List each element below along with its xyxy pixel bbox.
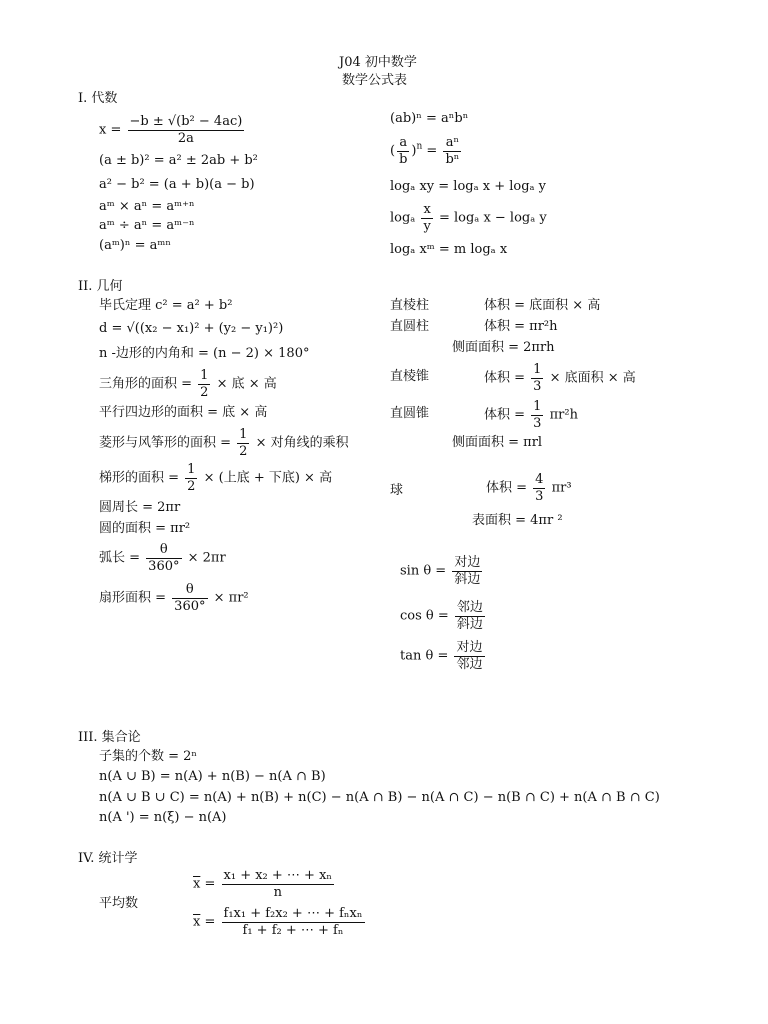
sector-area <box>99 582 249 614</box>
pyramid-volume-rhs: × 底面积 × 高 <box>549 370 636 386</box>
sector-area-numerator: θ <box>172 582 207 599</box>
arc-length-lhs: 弧长 = <box>99 550 141 566</box>
weighted-mean-numerator: f₁x₁ + f₂x₂ + ⋯ + fₙxₙ <box>223 906 363 921</box>
log-quotient-denominator: y <box>423 218 431 234</box>
fraction-power-lhs-numerator: a <box>397 135 409 152</box>
parallelogram-area: 平行四边形的面积 = 底 × 高 <box>99 405 268 420</box>
quadratic-numerator: −b ± √(b² − 4ac) <box>129 114 243 129</box>
prism-name: 直棱柱 <box>390 298 430 313</box>
rhombus-area <box>99 427 349 459</box>
rhombus-area-rhs: × 对角线的乘积 <box>255 435 349 451</box>
mean-label: 平均数 <box>99 896 139 911</box>
log-quotient-numerator: x <box>421 202 432 219</box>
sphere-volume-numerator: 4 <box>535 472 544 487</box>
sine-lhs: sin θ = <box>400 563 447 579</box>
arc-length-numerator: θ <box>146 542 181 559</box>
trapezium-area-denominator: 2 <box>187 478 196 494</box>
mean-xbar: $\overline{x}$ <box>193 876 201 892</box>
trapezium-area <box>99 462 332 494</box>
sphere-volume-lhs: 体积 = <box>486 480 528 496</box>
subset-count: 子集的个数 = 2ⁿ <box>99 749 198 764</box>
union-three-sets: n(A ∪ B ∪ C) = n(A) + n(B) + n(C) − n(A ∩ B) − n(A ∩ C) − n(B ∩ C) + n(A ∩ B ∩ C) <box>99 790 660 805</box>
sphere-name: 球 <box>390 483 404 498</box>
trapezium-area-rhs: × (上底 + 下底) × 高 <box>203 470 333 486</box>
rhombus-area-lhs: 菱形与风筝形的面积 = <box>99 435 232 451</box>
product-power: (ab)ⁿ = aⁿbⁿ <box>390 111 469 126</box>
rhombus-area-denominator: 2 <box>239 443 248 459</box>
cone-volume <box>484 399 578 431</box>
arc-length-rhs: × 2πr <box>187 550 226 566</box>
sphere-volume <box>486 472 572 504</box>
difference-of-squares: a² − b² = (a + b)(a − b) <box>99 177 255 192</box>
arc-length-denominator: 360° <box>148 558 180 574</box>
sector-area-lhs: 扇形面积 = <box>99 590 167 606</box>
quadratic-denominator: 2a <box>177 130 194 146</box>
cone-surface: 侧面面积 = πrl <box>452 435 543 450</box>
log-quotient <box>390 202 547 234</box>
prism-volume: 体积 = 底面积 × 高 <box>484 298 601 313</box>
quadratic-lhs: x = <box>99 122 122 138</box>
section-sets-heading: III. 集合论 <box>78 730 141 745</box>
sphere-volume-rhs: πr³ <box>551 480 572 496</box>
power-quotient: aᵐ ÷ aⁿ = aᵐ⁻ⁿ <box>99 218 195 233</box>
cone-volume-denominator: 3 <box>533 415 542 431</box>
tangent-denominator: 邻边 <box>456 656 483 672</box>
square-identity: (a ± b)² = a² ± 2ab + b² <box>99 153 258 168</box>
log-quotient-lhs: logₐ <box>390 210 416 226</box>
cone-volume-lhs: 体积 = <box>484 407 526 423</box>
sheet-title: 数学公式表 <box>342 73 408 88</box>
power-product: aᵐ × aⁿ = aᵐ⁺ⁿ <box>99 199 195 214</box>
pyramid-name: 直棱锥 <box>390 369 430 384</box>
section-geometry-heading: II. 几何 <box>78 279 123 294</box>
section-statistics-heading: IV. 统计学 <box>78 851 138 866</box>
fraction-power-exponent: n <box>416 141 423 152</box>
rhombus-area-numerator: 1 <box>239 427 248 442</box>
pyramid-volume <box>484 362 636 394</box>
quadratic-formula <box>99 114 246 146</box>
power-of-power: (aᵐ)ⁿ = aᵐⁿ <box>99 238 171 253</box>
trapezium-area-lhs: 梯形的面积 = <box>99 470 180 486</box>
circumference: 圆周长 = 2πr <box>99 500 181 515</box>
weighted-mean-denominator: f₁ + f₂ + ⋯ + fₙ <box>242 922 344 938</box>
triangle-area <box>99 368 277 400</box>
tangent-lhs: tan θ = <box>400 648 449 664</box>
triangle-area-denominator: 2 <box>200 384 209 400</box>
log-product: logₐ xy = logₐ x + logₐ y <box>390 179 547 194</box>
weighted-mean-xbar: $\overline{x}$ <box>193 914 201 930</box>
cylinder-name: 直圆柱 <box>390 319 430 334</box>
polygon-angle-sum: n -边形的内角和 = (n − 2) × 180° <box>99 346 310 361</box>
fraction-power-lhs-denominator: b <box>399 151 408 167</box>
sine-numerator: 对边 <box>454 555 481 570</box>
trapezium-area-numerator: 1 <box>187 462 196 477</box>
weighted-mean-formula: $\overline{x}$ = $\frac{\text{f₁x₁ + f₂x₂ + ⋯ + fₙxₙ}}{\text{f₁ + f₂ + ⋯ + fₙ}}$ <box>193 906 363 938</box>
log-power: logₐ xᵐ = m logₐ x <box>390 242 508 257</box>
fraction-power-rhs-denominator: bⁿ <box>445 151 460 167</box>
sine-denominator: 斜边 <box>454 571 481 587</box>
distance-formula: d = √((x₂ − x₁)² + (y₂ − y₁)²) <box>99 321 284 336</box>
cone-volume-rhs: πr²h <box>549 407 578 423</box>
pythagoras: 毕氏定理 c² = a² + b² <box>99 298 233 313</box>
fraction-power: ( $\frac{a}{b}$ )$^n$ = $\frac{\text{aⁿ}}{\text{bⁿ}}$ <box>390 135 460 167</box>
tangent-numerator: 对边 <box>456 640 483 655</box>
triangle-area-numerator: 1 <box>200 368 209 383</box>
pyramid-volume-lhs: 体积 = <box>484 370 526 386</box>
sphere-surface: 表面积 = 4πr ² <box>472 513 563 528</box>
cosine-numerator: 邻边 <box>456 600 483 615</box>
mean-formula: $\overline{x}$ = $\frac{\text{x₁ + x₂ + ⋯ + xₙ}}{n}$ <box>193 868 333 900</box>
cosine-denominator: 斜边 <box>456 616 483 632</box>
sector-area-rhs: × πr² <box>213 590 249 606</box>
complement-count: n(A ') = n(ξ) − n(A) <box>99 810 227 825</box>
union-two-sets: n(A ∪ B) = n(A) + n(B) − n(A ∩ B) <box>99 769 326 784</box>
pyramid-volume-numerator: 1 <box>533 362 542 377</box>
cone-volume-numerator: 1 <box>533 399 542 414</box>
cone-name: 直圆锥 <box>390 406 430 421</box>
sine-ratio <box>400 555 484 587</box>
sheet-code: J04 初中数学 <box>339 55 417 70</box>
section-algebra-heading: I. 代数 <box>78 91 118 106</box>
triangle-area-lhs: 三角形的面积 = <box>99 376 193 392</box>
pyramid-volume-denominator: 3 <box>533 378 542 394</box>
mean-numerator: x₁ + x₂ + ⋯ + xₙ <box>223 868 333 883</box>
circle-area: 圆的面积 = πr² <box>99 521 191 536</box>
cosine-ratio <box>400 600 487 632</box>
sphere-volume-denominator: 3 <box>535 488 544 504</box>
triangle-area-rhs: × 底 × 高 <box>216 376 277 392</box>
cosine-lhs: cos θ = <box>400 608 449 624</box>
log-quotient-rhs: = logₐ x − logₐ y <box>438 210 547 226</box>
fraction-power-rhs-numerator: aⁿ <box>443 135 461 152</box>
tangent-ratio <box>400 640 487 672</box>
arc-length <box>99 542 226 574</box>
cylinder-volume: 体积 = πr²h <box>484 319 558 334</box>
sector-area-denominator: 360° <box>174 598 206 614</box>
cylinder-surface: 侧面面积 = 2πrh <box>452 340 555 355</box>
mean-denominator: n <box>273 884 282 900</box>
